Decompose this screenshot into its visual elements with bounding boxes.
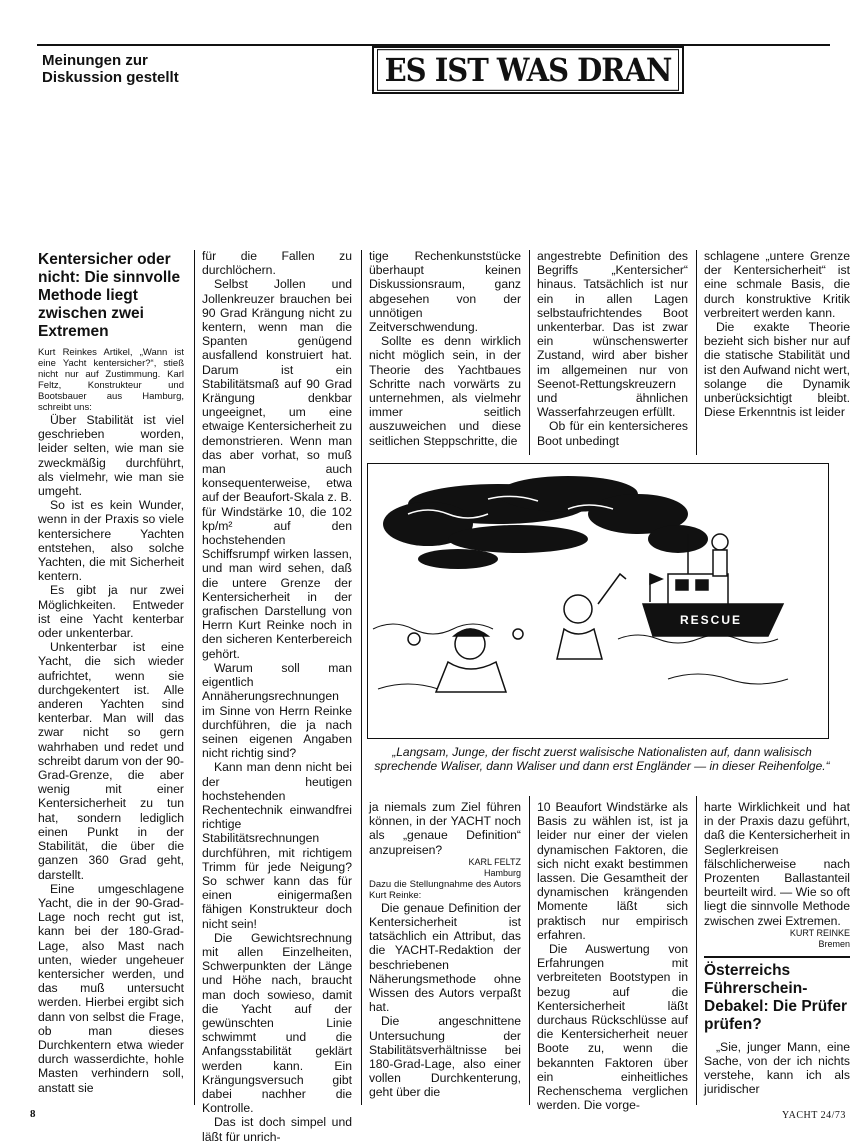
rubric-line-1: Meinungen zur (42, 52, 148, 69)
column-rule (361, 250, 362, 1105)
article-column-5-top (704, 249, 850, 454)
rubric-line-2: Diskussion gestellt (42, 69, 179, 86)
cartoon-illustration (367, 463, 829, 739)
article-column-3-bottom (369, 800, 521, 1105)
paragraph: „Sie, junger Mann, eine Sache, von der ich nichts verstehe, kann ich als juridischer (704, 1039, 850, 1097)
second-article-headline: Österreichs Führerschein-Debakel: Die Prüfer prüfen? (704, 961, 847, 1033)
signature-name: KARL FELTZ (468, 856, 521, 867)
article-column-3-top (369, 249, 521, 454)
column-rule (194, 250, 195, 1105)
paragraph: schlagene „untere Grenze der Kentersicherheit“ ist eine schmale Basis, die durch konstruktive Kritik verbreitert werden kann. (704, 249, 850, 320)
article-column-1 (38, 251, 184, 1105)
paragraph: Sollte es denn wirklich nicht möglich sein, in der Theorie des Yachtbaues Schritte nach vorwärts zu unternehmen, als vielmehr immer seitlich auszuweichen und diese seitlichen Steppschritte, die (369, 334, 521, 448)
paragraph: Ob für ein kentersicheres Boot unbedingt (537, 419, 688, 448)
article-headline: Kentersicher oder nicht: Die sinnvolle Methode liegt zwischen zwei Extremen (38, 251, 181, 340)
paragraph: Die exakte Theorie bezieht sich bisher nur auf die statische Stabilität und ist den Aufwand nicht wert, solange die Dynamik unberücksichtigt bleibt. Diese Erkenntnis ist leider (704, 320, 850, 420)
signature-city: Hamburg (483, 867, 521, 878)
article-column-2 (202, 249, 352, 1144)
column-rule (696, 250, 697, 455)
cartoon-drawing (368, 464, 828, 738)
column-rule (529, 250, 530, 455)
second-article (704, 956, 850, 1097)
rubric (42, 52, 179, 86)
paragraph: für die Fallen zu durchlöchern. (202, 249, 352, 278)
paragraph: Über Stabilität ist viel geschrieben worden, leider selten, wie man sie zweckmäßig durchführt, als vielmehr, wie man sie umgeht. (38, 413, 184, 499)
magazine-issue: YACHT 24/73 (782, 1110, 846, 1121)
paragraph: ja niemals zum Ziel führen können, in der YACHT noch als „genaue Definition“ anzupreisen? (369, 800, 521, 857)
column-rule (696, 796, 697, 1105)
paragraph: So ist es kein Wunder, wenn in der Praxis so viele kentersichere Yachten entstehen, also solche Yachten, die mit Sicherheit kentern. (38, 498, 184, 584)
banner (372, 46, 684, 94)
paragraph: harte Wirklichkeit und hat in der Praxis dazu geführt, daß die Kentersicherheit in Seglerkreisen fälschlicherweise nach Prozenten Ballastanteil beurteilt wird. — Wie so oft liegt die sinnvolle Methode zwischen zwei Extremen. (704, 800, 850, 928)
paragraph: Die Auswertung von Erfahrungen mit verbreiteten Bootstypen in bezug auf die Kentersicherheit läßt durchaus Rückschlüsse auf die Kentersicherheit neuer Boote zu, wenn die bekannten Faktoren über ein einheitliches Rechenschema verglichen werden. Die vorge- (537, 942, 688, 1113)
paragraph: Kann man denn nicht bei der heutigen hochstehenden Rechentechnik einwandfrei richtige Stabilitätsrechnungen durchführen, mit richtigem Trimm für jede Neigung? So schwer kann das für einen einigermaßen fähigen Konstrukteur doch nicht sein! (202, 760, 352, 931)
paragraph: Selbst Jollen und Jollenkreuzer brauchen bei 90 Grad Krängung nicht zu kentern, wenn man die Spanten genügend ausfallend konstruiert hat. Darum ist ein Stabilitätsmaß auf 90 Grad Krängung denkbar ungeeignet, um eine etwaige Kentersicherheit zu demonstrieren. Wenn man das aber vorhat, so muß man auch konsequenterweise, etwa auf der Beaufort-Skala z. B. für Windstärke 10, die 102 kp/m² auf den hochstehenden Schiffsrumpf wirken lassen, und man wird sehen, daß die untere Grenze der Kentersicherheit in der grafischen Darstellung von Herrn Kurt Reinke noch in den sicheren Kenterbereich gehört. (202, 277, 352, 661)
signature-city: Bremen (818, 938, 850, 949)
boat-name: RESCUE (680, 613, 743, 627)
article-column-5-bottom (704, 800, 850, 1105)
paragraph: Eine umgeschlagene Yacht, die in der 90-Grad-Lage noch recht gut ist, kann bei der 180-Grad-Lage, also Mast nach unten, wieder ungeheuer kentersicher werden, und das muß untersucht werden. Hierbei ergibt sich dann von selbst die Frage, ob man dieses Durchkentern etwa wieder durch wasserdichte, hohle Masten verhindern soll, anstatt sie (38, 881, 184, 1095)
column-rule (529, 796, 530, 1105)
article-column-4-bottom (537, 800, 688, 1113)
paragraph: Die Gewichtsrechnung mit allen Einzelheiten, Schwerpunkten der Länge und Höhe nach, braucht man doch sowieso, damit die Yacht auf der gewünschten Linie schwimmt und die Anfangsstabilität geklärt werden kann. Ein Krängungsversuch gibt dabei nachher die Kontrolle. (202, 930, 352, 1116)
page-number: 8 (30, 1108, 36, 1120)
paragraph: Das ist doch simpel und läßt für unrich- (202, 1115, 352, 1144)
paragraph: Es gibt ja nur zwei Möglichkeiten. Entweder ist eine Yacht kenterbar oder unkenterbar. (38, 583, 184, 641)
article-column-4-top (537, 249, 688, 454)
article-intro: Kurt Reinkes Artikel, „Wann ist eine Yacht kentersicher?“, stieß nicht nur auf Zustimmung. Karl Feltz, Konstrukteur und Bootsbauer aus Hamburg, schreibt uns: (38, 347, 184, 413)
paragraph: tige Rechenkunststücke überhaupt keinen Diskussionsraum, ganz abgesehen von der unnötigen Zeitverschwendung. (369, 249, 521, 335)
banner-title: ES IST WAS DRAN (377, 49, 679, 91)
paragraph: Die angeschnittene Untersuchung der Stabilitätsverhältnisse bei 180-Grad-Lage, also einer vollen Durchkenterung, geht über die (369, 1014, 521, 1100)
paragraph: Die genaue Definition der Kentersicherheit ist tatsächlich ein Attribut, das die YACHT-Redaktion der beschriebenen Näherungsmethode ohne Wissen des Autors verpaßt hat. (369, 900, 521, 1015)
paragraph: Warum soll man eigentlich Annäherungsrechnungen im Sinne von Herrn Reinke durchführen, die ja nach seinen eigenen Angaben nicht richtig sind? (202, 660, 352, 761)
paragraph: angestrebte Definition des Begriffs „Kentersicher“ hinaus. Tatsächlich ist nur ein in allen Lagen selbstaufrichtendes Boot unkenterbar. Das ist zwar ein wünschenswerter Zustand, wird aber bisher im allgemeinen nur von Seenot-Rettungskreuzern und ähnlichen Wasserfahrzeugen erfüllt. (537, 249, 688, 420)
reply-intro: Dazu die Stellungnahme des Autors Kurt Reinke: (369, 878, 521, 901)
cartoon-caption: „Langsam, Junge, der fischt zuerst walisische Nationalisten auf, dann walisisch sprechende Waliser, dann Waliser und dann erst Engländer — in dieser Reihenfolge.“ (374, 745, 830, 773)
paragraph: Unkenterbar ist eine Yacht, die sich wieder aufrichtet, wenn sie durchgekentert ist. Alle anderen Yachten sind kenterbar. Man will das zwar nicht so gern wahrhaben und redet und schreibt darum von der 90-Grad-Grenze, die aber wenig mit einer Kentersicherheit zu tun hat, sondern lediglich einen Punkt in der Stabilität, die über die ganzen 360 Grad geht, darstellt. (38, 640, 184, 882)
signature-name: KURT REINKE (789, 927, 850, 938)
paragraph: 10 Beaufort Windstärke als Basis zu wählen ist, ist ja leider nur einer der vielen dynamischen Faktoren, die sich nicht exakt bestimmen lassen. Die Gesamtheit der dynamischen krängenden Momente läßt sich praktisch nur empirisch erfahren. (537, 800, 688, 942)
